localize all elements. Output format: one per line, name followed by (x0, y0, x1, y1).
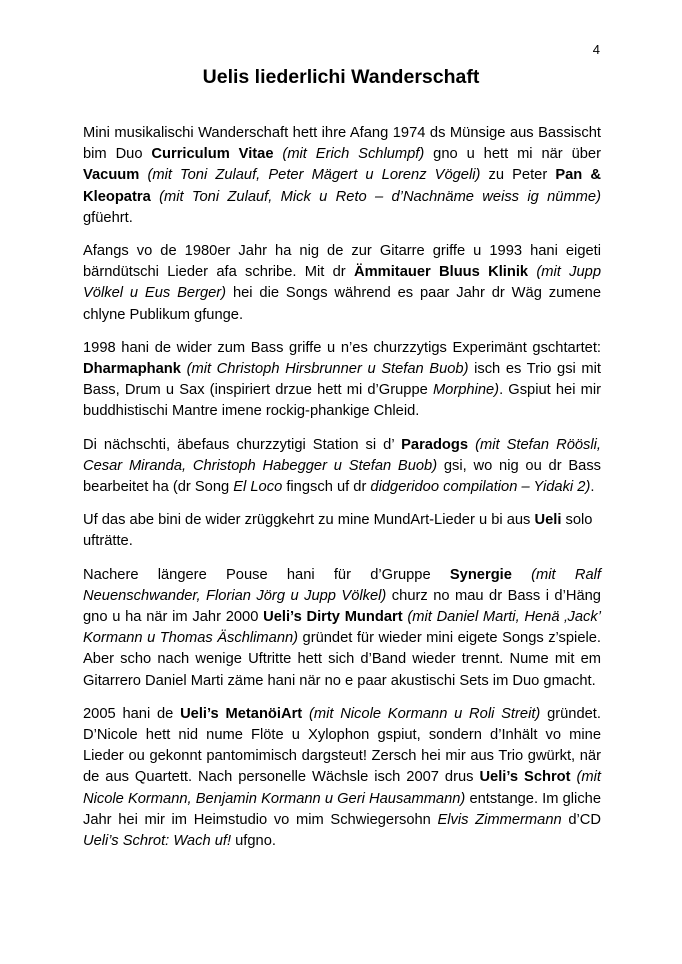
italic-text: (mit Nicole Kormann u Roli Streit) (308, 705, 541, 722)
italic-text: (mit Christoph Hirsbrunner u Stefan Buob) (186, 361, 469, 378)
text-run (151, 189, 159, 205)
text-run: fingsch uf dr (282, 479, 371, 496)
document-body (83, 123, 601, 864)
italic-text: (mit Toni Zulauf, Peter Mägert u Lorenz Vögeli) (147, 167, 481, 184)
italic-text: Elvis Zimmermann (437, 811, 562, 828)
paragraph-7 (83, 704, 601, 852)
text-run: 2005 hani de (83, 705, 181, 722)
text-run: isch es Trio gsi mit Bass, Drum u Sax (inspiriert drzue hett mi d’Gruppe (83, 361, 601, 399)
text-run: zu Peter (480, 167, 556, 184)
bold-name: Ämmitauer Bluus Klinik (354, 264, 529, 281)
text-run (302, 706, 309, 722)
page-title: Uelis liederlichi Wanderschaft (202, 66, 480, 88)
bold-name: Vacuum (83, 167, 140, 184)
italic-text: Morphine) (432, 382, 500, 399)
bold-name: Synergie (449, 566, 512, 583)
text-run: gsi, wo nig ou dr Bass bearbeitet ha (dr Song (83, 457, 602, 496)
italic-text: (mit Jupp Völkel u Eus Berger) (83, 264, 601, 302)
paragraph-3 (83, 338, 601, 423)
text-run: Mini musikalischi Wanderschaft hett ihre Afang 1974 ds Münsige aus Bassischt bim Duo (83, 125, 601, 163)
text-run: gründet. D’Nicole hett nid nume Flöte u Xylophon gspiut, sondern d’Inhält vo mine Lieder ou gekonnt pantomimisch dargsteut! Zersch hei mir aus Trio gwürkt, när de aus Quartett. Nach personelle Wächsle isch 2007 drus (83, 705, 601, 786)
text-run (512, 567, 531, 583)
paragraph-5 (83, 510, 601, 552)
text-run: gfüehrt. (83, 209, 133, 226)
text-run: Nachere längere Pouse hani für d’Gruppe (83, 566, 450, 583)
italic-text: Ueli’s Schrot: Wach uf! (83, 833, 232, 850)
bold-name: Pan & Kleopatra (83, 167, 601, 205)
text-run: gno u hett mi när über (424, 146, 601, 163)
bold-name: Dharmaphank (83, 361, 181, 378)
text-run: ufgno. (231, 833, 276, 850)
page-number: 4 (592, 42, 600, 57)
italic-text: (mit Ralf Neuenschwander, Florian Jörg u Jupp Völkel) (83, 566, 601, 604)
text-run: Di nächschti, äbefaus churzzytigi Station si d’ (83, 436, 402, 453)
text-run: Uf das abe bini de wider zrüggkehrt zu mine MundArt-Lieder u bi aus (83, 512, 535, 529)
text-run: hei die Songs während es paar Jahr dr Wäg zumene chlyne Publikum gfunge. (83, 285, 601, 323)
text-run: gründet für wieder mini eigete Songs z’spiele. Aber scho nach wenige Uftritte hett sich d’Band wieder trennt. Nume mit em Gitarrero Daniel Marti zäme hani när no e paar akustischi Sets im Duo gmacht. (83, 630, 601, 689)
italic-text: (mit Erich Schlumpf) (282, 146, 425, 163)
text-run: d’CD (561, 811, 601, 828)
bold-name: Curriculum Vitae (151, 146, 274, 163)
text-run: solo ufträtte. (83, 512, 593, 550)
paragraph-1 (83, 123, 601, 229)
text-run: churz no mau dr Bass i d’Häng gno u ha när im Jahr 2000 (83, 587, 601, 626)
italic-text: (mit Toni Zulauf, Mick u Reto – d’Nachnäme weiss ig nümme) (159, 188, 601, 205)
bold-name: Paradogs (401, 436, 469, 453)
bold-name: Ueli’s MetanöiArt (180, 705, 303, 722)
paragraph-4 (83, 435, 601, 499)
bold-name: Ueli (534, 512, 562, 529)
bold-name: Ueli’s Dirty Mundart (263, 609, 403, 626)
paragraph-2 (83, 241, 601, 326)
paragraph-6 (83, 565, 601, 692)
italic-text: didgeridoo compilation – Yidaki 2) (370, 479, 591, 496)
italic-text: (mit Stefan Röösli, Cesar Miranda, Christoph Habegger u Stefan Buob) (83, 436, 601, 474)
italic-text: El Loco (233, 479, 283, 496)
text-run: entstange. Im gliche Jahr hei mir im Heimstudio vo mim Schwiegersohn (83, 790, 601, 828)
text-run: 1998 hani de wider zum Bass griffe u n’es churzzytigs Experimänt gschtartet: (83, 339, 601, 356)
italic-text: (mit Daniel Marti, Henä ‚Jack’ Kormann u Thomas Äschlimann) (83, 609, 601, 647)
text-run: . (590, 479, 595, 496)
text-run: Afangs vo de 1980er Jahr ha nig de zur Gitarre griffe u 1993 hani eigeti bärndütschi Lieder afa schribe. Mit dr (83, 243, 601, 281)
text-run: . Gspiut hei mir buddhistischi Mantre imene rockig-phankige Chleid. (83, 382, 602, 420)
italic-text: (mit Nicole Kormann, Benjamin Kormann u Geri Hausammann) (83, 769, 601, 807)
bold-name: Ueli’s Schrot (479, 769, 571, 786)
